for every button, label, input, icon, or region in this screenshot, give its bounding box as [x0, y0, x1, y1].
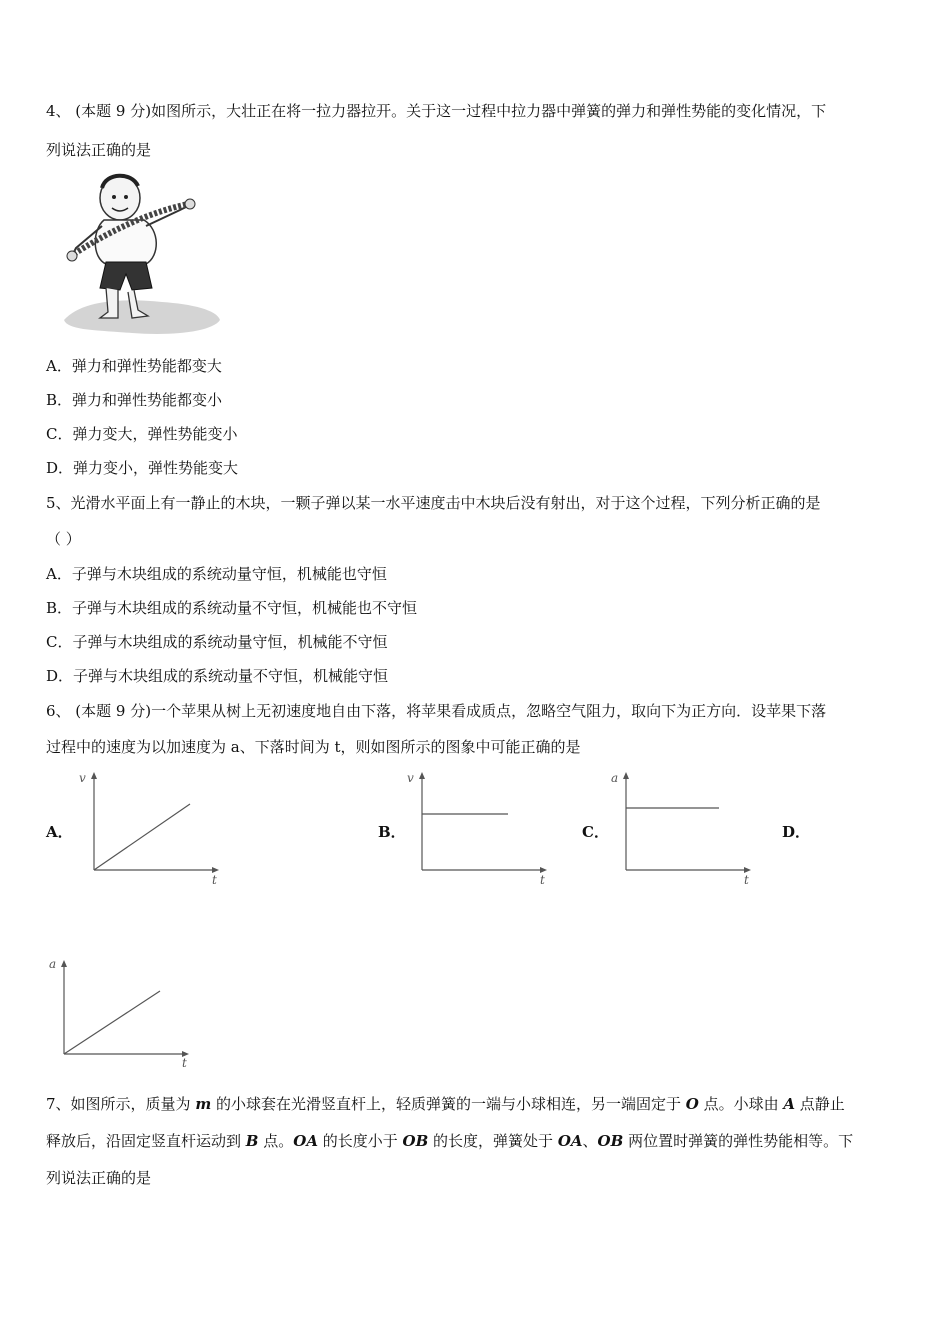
- q6-choice-b-label: B．: [378, 823, 406, 841]
- q6-choice-a-label: A．: [46, 823, 73, 841]
- q5-option-c: C．子弹与木块组成的系统动量守恒，机械能不守恒: [46, 633, 388, 651]
- q6-stem-line2: 过程中的速度为以加速度为 a、下落时间为 t，则如图所示的图象中可能正确的是: [46, 738, 581, 756]
- q5-option-a: A．子弹与木块组成的系统动量守恒，机械能也守恒: [46, 565, 387, 583]
- q5-stem-line1: 5、光滑水平面上有一静止的木块，一颗子弹以某一水平速度击中木块后没有射出，对于这个过程，下列分析正确的是: [46, 494, 821, 512]
- q5-stem-line2: （ ）: [46, 530, 81, 548]
- graph-b-x-label: t: [540, 873, 545, 886]
- q6-graph-d: [44, 954, 194, 1072]
- graph-d-line: [64, 991, 160, 1054]
- q6-stem-line1: 6、 (本题 9 分)一个苹果从树上无初速度地自由下落，将苹果看成质点，忽略空气阻力，取向下为正方向．设苹果下落: [46, 702, 827, 720]
- q4-option-c: C．弹力变大，弹性势能变小: [46, 425, 238, 443]
- q4-option-d: D．弹力变小，弹性势能变大: [46, 459, 239, 477]
- q4-stem-line2: 列说法正确的是: [46, 141, 152, 159]
- var-b: B: [245, 1132, 259, 1150]
- var-oa: OA: [293, 1132, 318, 1150]
- graph-b-y-label: v: [407, 771, 414, 785]
- graph-d-y-label: a: [49, 957, 57, 971]
- q4-option-a: A．弹力和弹性势能都变大: [46, 357, 222, 375]
- var-a: A: [783, 1095, 795, 1113]
- graph-c-x-label: t: [744, 873, 749, 886]
- graph-a-x-label: t: [212, 873, 217, 886]
- graph-a-y-label: v: [79, 771, 86, 785]
- q6-graph-b: [402, 768, 552, 886]
- q4-stem-line1: 4、 (本题 9 分)如图所示，大壮正在将一拉力器拉开。关于这一过程中拉力器中弹簧的弹力和弹性势能的变化情况，下: [46, 102, 827, 120]
- q7-stem-line2: 释放后，沿固定竖直杆运动到 B 点。OA 的长度小于 OB 的长度，弹簧处于 OA、OB 两位置时弹簧的弹性势能相等。下: [46, 1132, 854, 1150]
- q7-stem-line3: 列说法正确的是: [46, 1169, 152, 1187]
- var-o: O: [685, 1095, 699, 1113]
- graph-a-line: [94, 804, 190, 870]
- q5-option-b: B．子弹与木块组成的系统动量不守恒，机械能也不守恒: [46, 599, 418, 617]
- graph-c-y-label: a: [611, 771, 619, 785]
- q6-choice-d-label: D．: [782, 823, 811, 841]
- q6-graph-a: [74, 768, 224, 886]
- var-ob: OB: [402, 1132, 429, 1150]
- var-oa-2: OA: [557, 1132, 583, 1150]
- q7-stem-line1: 7、如图所示，质量为 m 的小球套在光滑竖直杆上，轻质弹簧的一端与小球相连，另一端固定于 O 点。小球由 A 点静止: [46, 1095, 845, 1113]
- spring-expander-illustration: [62, 170, 222, 338]
- var-ob-2: OB: [597, 1132, 624, 1150]
- q5-option-d: D．子弹与木块组成的系统动量不守恒，机械能守恒: [46, 667, 389, 685]
- q6-choice-c-label: C．: [582, 823, 609, 841]
- q6-graph-c: [606, 768, 756, 886]
- graph-d-x-label: t: [182, 1056, 187, 1070]
- var-m: m: [195, 1095, 212, 1113]
- q4-option-b: B．弹力和弹性势能都变小: [46, 391, 223, 409]
